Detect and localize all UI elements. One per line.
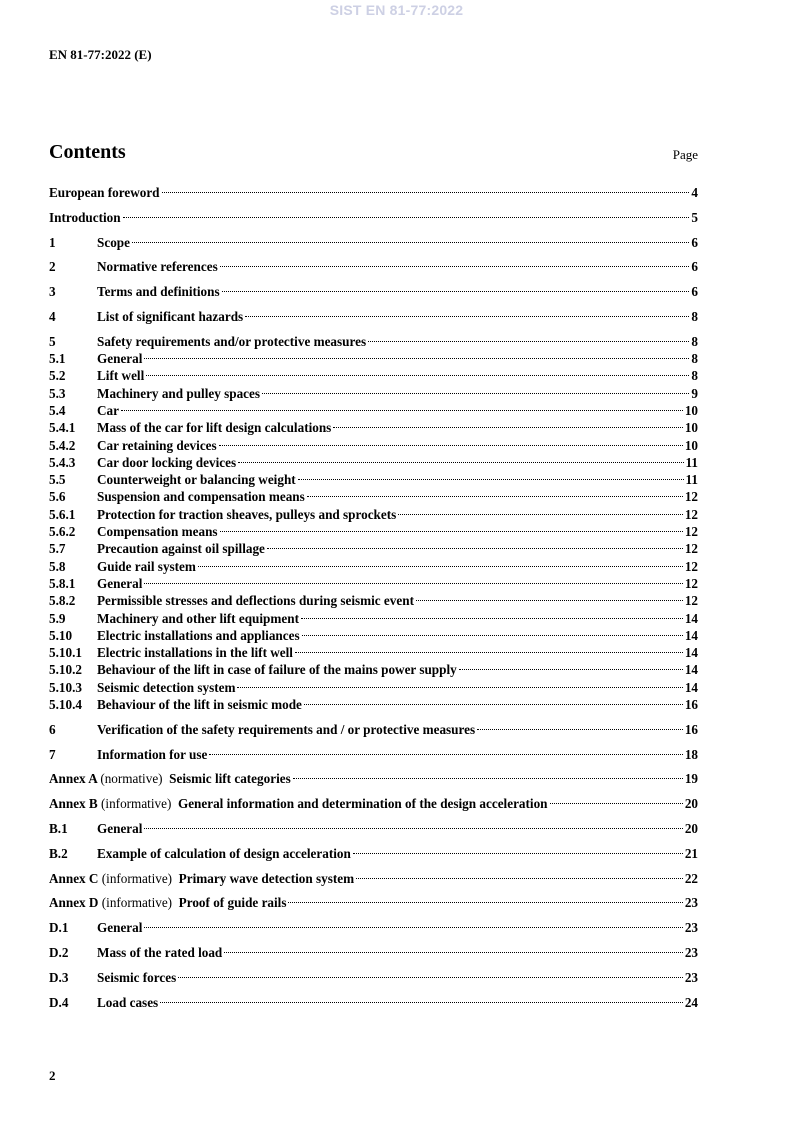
dot-leader	[222, 291, 690, 292]
dot-leader	[368, 341, 689, 342]
toc-entry[interactable]	[49, 558, 698, 575]
toc-entry-page: 14	[684, 627, 698, 643]
toc-entry-page: 12	[684, 489, 698, 505]
dot-leader	[160, 1002, 683, 1003]
toc-entry-page: 23	[684, 969, 698, 985]
toc-entry-title: Suspension and compensation means	[97, 489, 305, 505]
toc-entry-annex	[49, 894, 286, 911]
toc-entry[interactable]	[49, 402, 698, 419]
toc-entry-page: 9	[691, 385, 698, 401]
dot-leader	[353, 853, 683, 854]
toc-entry-number: 5.4.2	[49, 437, 76, 453]
toc-entry[interactable]	[49, 795, 698, 812]
toc-entry-title: Primary wave detection system	[178, 870, 355, 886]
toc-entry-title: Safety requirements and/or protective measures	[97, 333, 367, 349]
toc-entry-page: 23	[684, 920, 698, 936]
toc-entry-number: 5.10.3	[49, 679, 82, 695]
toc-entry-page: 6	[691, 284, 698, 300]
toc-entry-number: 5.10.1	[49, 645, 82, 661]
toc-entry[interactable]	[49, 994, 698, 1011]
toc-entry-page: 19	[684, 771, 698, 787]
toc-entry-title: Machinery and pulley spaces	[97, 385, 261, 401]
footer-page-number: 2	[49, 1068, 56, 1083]
dot-leader	[162, 192, 690, 193]
toc-entry-number: 5.6.1	[49, 506, 76, 522]
toc-entry-page: 12	[684, 524, 698, 540]
toc-entry-page: 8	[691, 351, 698, 367]
toc-entry[interactable]	[49, 627, 698, 644]
toc-entry-title: Electric installations in the lift well	[97, 645, 293, 661]
dot-leader	[288, 902, 682, 903]
toc-entry-number: 7	[49, 746, 56, 762]
toc-entry[interactable]	[49, 258, 698, 275]
page-column-label: Page	[672, 147, 698, 162]
toc-entry-page: 24	[684, 994, 698, 1010]
toc-entry-number: 1	[49, 234, 56, 250]
dot-leader	[459, 669, 683, 670]
toc-entry-number: 5.8.2	[49, 593, 76, 609]
dot-leader	[144, 583, 682, 584]
toc-entry-number: 5.8.1	[49, 575, 76, 591]
toc-entry-title: General	[97, 351, 143, 367]
toc-entry-title: Seismic detection system	[97, 679, 236, 695]
dot-leader	[219, 445, 683, 446]
toc-entry[interactable]	[49, 746, 698, 763]
toc-entry-page: 16	[684, 697, 698, 713]
toc-entry[interactable]	[49, 944, 698, 961]
toc-entry-page: 14	[684, 662, 698, 678]
toc-entry[interactable]	[49, 575, 698, 592]
toc-entry-page: 12	[684, 593, 698, 609]
toc-entry-number: 6	[49, 721, 56, 737]
toc-entry-title: Car retaining devices	[97, 437, 217, 453]
toc-entry-title: Normative references	[97, 259, 218, 275]
toc-entry[interactable]	[49, 234, 698, 251]
annex-label: Annex D	[49, 895, 99, 911]
toc-entry[interactable]	[49, 209, 698, 226]
toc-entry-title: General information and determination of the design acceleration	[177, 796, 548, 812]
toc-entry-page: 23	[684, 944, 698, 960]
toc-entry-page: 16	[684, 721, 698, 737]
toc-entry-page: 11	[685, 454, 698, 470]
toc-entry-number: D.1	[49, 920, 69, 936]
toc-entry-title: Electric installations and appliances	[97, 627, 300, 643]
toc-entry-title: Example of calculation of design acceleration	[97, 845, 351, 861]
watermark: SIST EN 81-77:2022	[329, 2, 464, 18]
toc-entry[interactable]	[49, 820, 698, 837]
toc-entry-page: 14	[684, 679, 698, 695]
toc-entry-page: 12	[684, 558, 698, 574]
toc-entry-title: Lift well	[97, 368, 145, 384]
toc-entry-number: 5.10	[49, 627, 73, 643]
toc-entry[interactable]	[49, 770, 698, 787]
dot-leader	[301, 618, 683, 619]
toc-entry-page: 12	[684, 506, 698, 522]
toc-entry[interactable]	[49, 419, 698, 436]
toc-entry-number: 5.7	[49, 541, 66, 557]
toc-entry-annex	[49, 770, 291, 787]
dot-leader	[178, 977, 683, 978]
toc-entry[interactable]	[49, 184, 698, 201]
toc-entry-title: Counterweight or balancing weight	[97, 472, 296, 488]
toc-entry-title: Behaviour of the lift in case of failure of the mains power supply	[97, 662, 457, 678]
toc-entry-page: 21	[684, 845, 698, 861]
toc-entry-page: 23	[684, 895, 698, 911]
toc-entry-title: Terms and definitions	[97, 284, 220, 300]
toc-entry-title: Machinery and other lift equipment	[97, 610, 299, 626]
table-of-contents	[49, 184, 698, 1011]
toc-entry-title: Seismic lift categories	[169, 771, 291, 787]
toc-entry-page: 6	[691, 234, 698, 250]
dot-leader	[209, 754, 682, 755]
dot-leader	[267, 548, 683, 549]
dot-leader	[132, 242, 689, 243]
toc-entry-page: 20	[684, 796, 698, 812]
dot-leader	[356, 878, 683, 879]
toc-entry-page: 12	[684, 541, 698, 557]
toc-entry-number: 5.4.3	[49, 454, 76, 470]
toc-entry[interactable]	[49, 437, 698, 454]
toc-entry-number: D.3	[49, 969, 69, 985]
toc-entry[interactable]	[49, 644, 698, 661]
toc-entry[interactable]	[49, 471, 698, 488]
dot-leader	[304, 704, 683, 705]
toc-entry-title: General	[97, 821, 143, 836]
toc-entry[interactable]	[49, 506, 698, 523]
dot-leader	[477, 729, 683, 730]
toc-entry[interactable]	[49, 523, 698, 540]
toc-entry-title: Precaution against oil spillage	[97, 541, 265, 557]
annex-label: Annex A	[49, 771, 98, 787]
toc-entry-number: 3	[49, 284, 56, 300]
toc-entry-number: 5.8	[49, 558, 66, 574]
dot-leader	[123, 217, 690, 218]
toc-entry-title: Behaviour of the lift in seismic mode	[97, 697, 302, 713]
toc-entry-number: D.4	[49, 994, 69, 1010]
toc-entry-number: 5.5	[49, 472, 66, 488]
toc-entry-title: Car door locking devices	[97, 454, 237, 470]
toc-entry-page: 6	[691, 259, 698, 275]
toc-entry-number: 4	[49, 308, 56, 324]
toc-entry-page: 12	[684, 575, 698, 591]
toc-entry-number: 5.10.4	[49, 697, 82, 713]
toc-entry-title: General	[97, 920, 143, 936]
toc-entry-number: B.2	[49, 845, 68, 861]
dot-leader	[121, 410, 683, 411]
dot-leader	[238, 462, 683, 463]
toc-entry-page: 10	[684, 420, 698, 436]
dot-leader	[144, 358, 689, 359]
toc-entry-title: Introduction	[49, 209, 121, 225]
toc-entry-title: Scope	[97, 234, 130, 250]
dot-leader	[245, 316, 689, 317]
toc-entry-title: List of significant hazards	[97, 308, 244, 324]
toc-entry-number: 5.6.2	[49, 524, 76, 540]
toc-entry-page: 20	[684, 821, 698, 836]
toc-entry-page: 11	[685, 472, 698, 488]
toc-entry-page: 5	[691, 209, 698, 225]
toc-entry-title: General	[97, 575, 143, 591]
toc-entry-title: Proof of guide rails	[178, 895, 287, 911]
annex-kind: (informative)	[101, 796, 172, 812]
toc-entry-number: 5.6	[49, 489, 66, 505]
toc-entry-page: 10	[684, 402, 698, 418]
dot-leader	[144, 828, 682, 829]
toc-entry[interactable]	[49, 894, 698, 911]
toc-entry-number: 5.3	[49, 385, 66, 401]
toc-entry-title: Car	[97, 402, 119, 418]
toc-entry[interactable]	[49, 385, 698, 402]
toc-entry-page: 8	[691, 368, 698, 384]
dot-leader	[144, 927, 682, 928]
toc-entry-title: Information for use	[97, 746, 208, 762]
toc-entry-number: 5	[49, 333, 56, 349]
toc-entry-page: 14	[684, 610, 698, 626]
toc-entry[interactable]	[49, 610, 698, 627]
annex-label: Annex B	[49, 796, 98, 812]
toc-entry[interactable]	[49, 919, 698, 936]
toc-entry-number: 5.10.2	[49, 662, 82, 678]
toc-entry[interactable]	[49, 308, 698, 325]
toc-entry-page: 8	[691, 308, 698, 324]
toc-entry[interactable]	[49, 661, 698, 678]
toc-entry-page: 14	[684, 645, 698, 661]
toc-entry[interactable]	[49, 696, 698, 713]
toc-entry[interactable]	[49, 454, 698, 471]
toc-entry[interactable]	[49, 350, 698, 367]
toc-entry-annex	[49, 795, 548, 812]
toc-entry-number: D.2	[49, 944, 69, 960]
dot-leader	[262, 393, 689, 394]
dot-leader	[416, 600, 683, 601]
toc-entry[interactable]	[49, 969, 698, 986]
toc-entry-title: Guide rail system	[97, 558, 196, 574]
toc-entry-number: 5.4.1	[49, 420, 76, 436]
dot-leader	[302, 635, 683, 636]
toc-entry[interactable]	[49, 679, 698, 696]
toc-entry-number: 5.9	[49, 610, 66, 626]
toc-entry[interactable]	[49, 540, 698, 557]
dot-leader	[295, 652, 683, 653]
toc-entry[interactable]	[49, 283, 698, 300]
toc-entry-annex	[49, 870, 354, 887]
annex-kind: (informative)	[101, 870, 173, 886]
annex-kind: (normative)	[100, 771, 163, 787]
toc-entry-number: 5.4	[49, 402, 66, 418]
dot-leader	[298, 479, 684, 480]
annex-kind: (informative)	[101, 895, 173, 911]
page-title: Contents	[49, 141, 126, 163]
toc-entry-title: Verification of the safety requirements and / or protective measures	[97, 721, 476, 737]
annex-label: Annex C	[49, 870, 99, 886]
toc-entry-page: 4	[691, 185, 698, 200]
toc-entry[interactable]	[49, 367, 698, 384]
toc-entry-page: 22	[684, 870, 698, 886]
toc-entry-title: Mass of the rated load	[97, 944, 223, 960]
toc-entry-title: Protection for traction sheaves, pulleys and sprockets	[97, 506, 397, 522]
toc-entry-page: 18	[684, 746, 698, 762]
toc-entry[interactable]	[49, 592, 698, 609]
toc-entry[interactable]	[49, 845, 698, 862]
toc-entry-number: B.1	[49, 821, 68, 836]
dot-leader	[237, 687, 682, 688]
toc-entry-title: Compensation means	[97, 524, 218, 540]
dot-leader	[146, 375, 689, 376]
dot-leader	[293, 778, 683, 779]
dot-leader	[224, 952, 683, 953]
toc-entry-title: Seismic forces	[97, 969, 177, 985]
toc-entry-title: Mass of the car for lift design calculations	[97, 420, 332, 436]
toc-entry[interactable]	[49, 870, 698, 887]
dot-leader	[307, 496, 683, 497]
dot-leader	[220, 531, 683, 532]
toc-entry-page: 8	[691, 333, 698, 349]
dot-leader	[550, 803, 683, 804]
toc-entry[interactable]	[49, 333, 698, 350]
toc-entry-number: 5.1	[49, 351, 66, 367]
toc-entry[interactable]	[49, 488, 698, 505]
toc-entry-number: 5.2	[49, 368, 66, 384]
toc-entry[interactable]	[49, 721, 698, 738]
toc-entry-title: Permissible stresses and deflections during seismic event	[97, 593, 414, 609]
dot-leader	[198, 566, 683, 567]
dot-leader	[220, 266, 690, 267]
dot-leader	[398, 514, 683, 515]
toc-entry-number: 2	[49, 259, 56, 275]
dot-leader	[333, 427, 683, 428]
document-id: EN 81-77:2022 (E)	[49, 47, 152, 62]
toc-entry-title: Load cases	[97, 994, 159, 1010]
toc-entry-title: European foreword	[49, 185, 160, 200]
toc-entry-page: 10	[684, 437, 698, 453]
